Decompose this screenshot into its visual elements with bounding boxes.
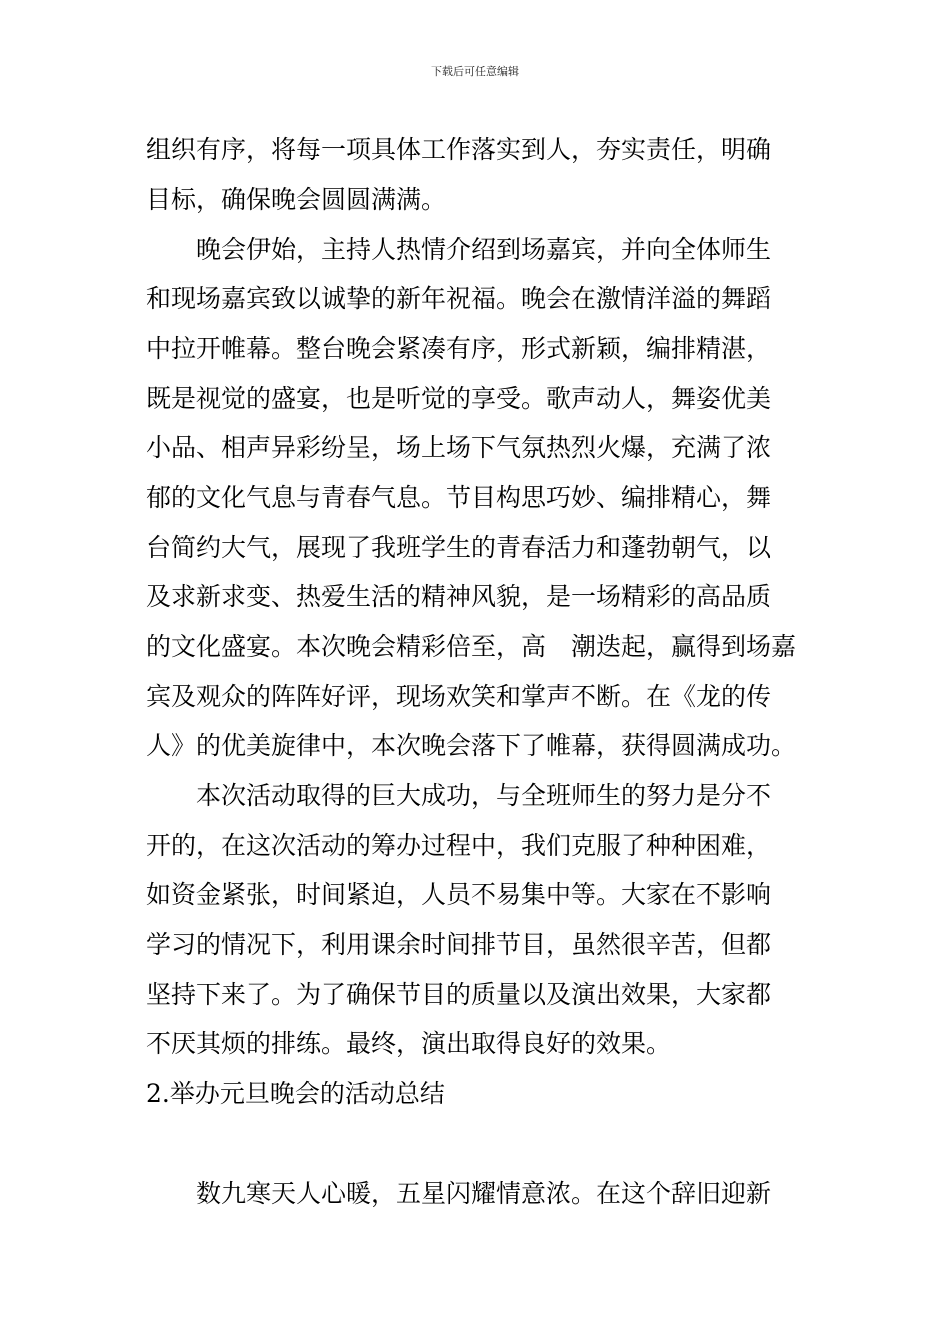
body-text-line: 台简约大气，展现了我班学生的青春活力和蓬勃朝气，以 <box>146 533 772 562</box>
body-text-line: 郁的文化气息与青春气息。节目构思巧妙、编排精心，舞 <box>146 483 772 512</box>
body-text-line: 学习的情况下，利用课余时间排节目，虽然很辛苦，但都 <box>146 930 772 959</box>
body-text-line: 和现场嘉宾致以诚挚的新年祝福。晚会在激情洋溢的舞蹈 <box>146 284 772 313</box>
body-text-line: 及求新求变、热爱生活的精神风貌，是一场精彩的高品质 <box>146 582 772 611</box>
body-text-line: 目标，确保晚会圆圆满满。 <box>146 185 447 214</box>
body-text-line: 不厌其烦的排练。最终，演出取得良好的效果。 <box>146 1029 672 1058</box>
body-text-line: 人》的优美旋律中，本次晚会落下了帷幕，获得圆满成功。 <box>146 731 797 760</box>
body-text-line: 本次活动取得的巨大成功，与全班师生的努力是分不 <box>146 781 772 810</box>
body-text-line: 中拉开帷幕。整台晚会紧凑有序，形式新颖，编排精湛， <box>146 334 772 363</box>
body-text-line: 组织有序，将每一项具体工作落实到人，夯实责任，明确 <box>146 135 772 164</box>
body-text-line: 开的，在这次活动的筹办过程中，我们克服了种种困难， <box>146 831 772 860</box>
body-text-line: 的文化盛宴。本次晚会精彩倍至，高 潮迭起，赢得到场嘉 <box>146 632 797 661</box>
body-text-line: 数九寒天人心暖，五星闪耀情意浓。在这个辞旧迎新 <box>146 1179 772 1208</box>
body-text-line: 宾及观众的阵阵好评，现场欢笑和掌声不断。在《龙的传 <box>146 682 772 711</box>
page-header: 下载后可任意编辑 <box>431 65 519 78</box>
body-text-line: 既是视觉的盛宴，也是听觉的享受。歌声动人，舞姿优美 <box>146 384 772 413</box>
body-text-line: 晚会伊始，主持人热情介绍到场嘉宾，并向全体师生 <box>146 235 772 264</box>
body-text-line: 如资金紧张，时间紧迫，人员不易集中等。大家在不影响 <box>146 880 772 909</box>
body-text-line: 坚持下来了。为了确保节目的质量以及演出效果，大家都 <box>146 980 772 1009</box>
body-text-line: 小品、相声异彩纷呈，场上场下气氛热烈火爆，充满了浓 <box>146 433 772 462</box>
section-heading: 2.举办元旦晚会的活动总结 <box>146 1079 445 1108</box>
